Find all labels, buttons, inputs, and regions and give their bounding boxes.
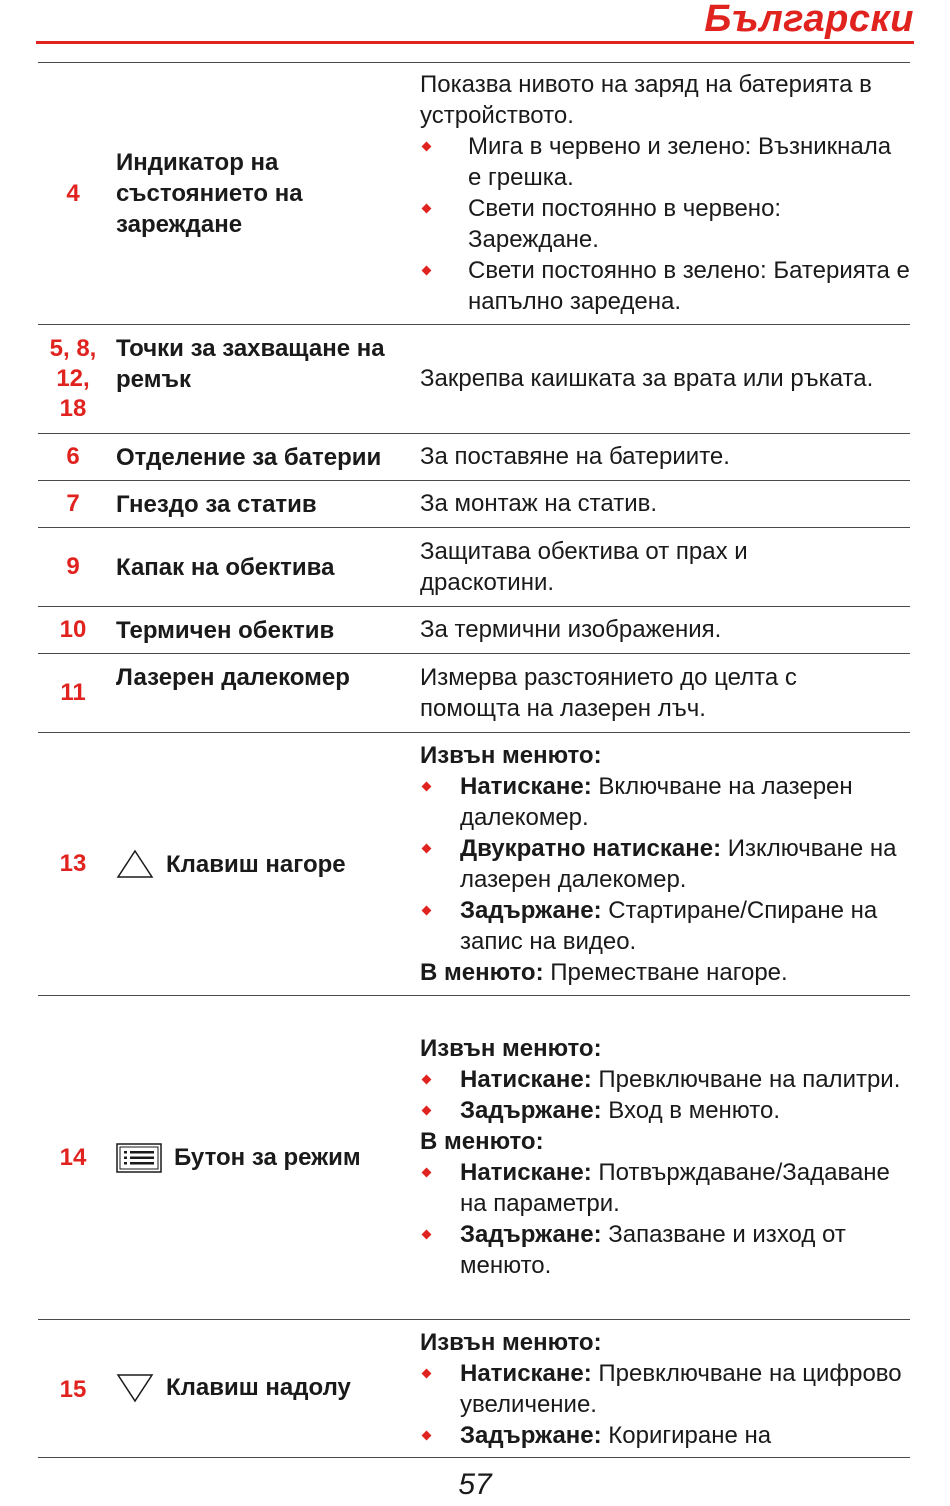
component-description: Закрепва каишката за врата или ръката. <box>420 365 874 392</box>
table-row <box>38 733 910 996</box>
row-number: 13 <box>59 850 87 877</box>
triangle-up-icon <box>116 849 154 879</box>
component-name: Точки за захващане на ремък <box>116 335 385 393</box>
header-rule <box>36 41 914 44</box>
table-row <box>38 1320 910 1458</box>
row-number: 14 <box>59 1143 87 1171</box>
component-description: Защитава обектива от прах и драскотини. <box>420 537 748 596</box>
bullet-list <box>420 1157 910 1281</box>
component-name: Клавиш нагоре <box>108 849 412 880</box>
component-name: Лазерен далекомер <box>116 664 350 691</box>
component-name: Индикатор на състоянието на зареждане <box>116 149 303 238</box>
list-item: Задържане: Стартиране/Спиране на запис на видео. <box>420 895 910 957</box>
row-number: 10 <box>59 616 87 643</box>
description-tail: В менюто: Преместване нагоре. <box>420 958 788 986</box>
list-item: Свети постоянно в зелено: Батерията е напълно заредена. <box>420 255 910 317</box>
component-description <box>412 733 910 996</box>
bullet-list <box>420 771 910 957</box>
list-item: Натискане: Превключване на цифрово увеличение. <box>420 1358 910 1420</box>
row-number: 9 <box>66 553 80 580</box>
component-description <box>412 62 910 325</box>
components-table <box>38 62 910 1458</box>
list-item: Натискане: Превключване на палитри. <box>420 1064 910 1095</box>
description-heading: Извън менюто: <box>420 1329 602 1356</box>
row-number: 6 <box>66 443 80 470</box>
description-heading: Извън менюто: <box>420 1035 602 1062</box>
table-row <box>38 481 910 528</box>
component-description: За монтаж на статив. <box>420 490 658 517</box>
description-heading: Извън менюто: <box>420 741 602 769</box>
component-name: Термичен обектив <box>116 616 335 644</box>
component-name: Отделение за батерии <box>116 443 382 471</box>
component-description: Измерва разстоянието до целта с помощта на лазерен лъч. <box>420 663 797 722</box>
list-item: Мига в червено и зелено: Възникнала е грешка. <box>420 131 910 193</box>
list-item: Двукратно натискане: Изключване на лазерен далекомер. <box>420 833 910 895</box>
component-name: Гнездо за статив <box>116 490 317 518</box>
component-description <box>412 1320 910 1459</box>
component-name: Клавиш надолу <box>108 1372 412 1403</box>
language-header: Български <box>704 0 914 40</box>
bullet-list <box>420 1358 910 1451</box>
description-heading: В менюто: <box>420 1128 544 1155</box>
row-number: 4 <box>66 179 80 207</box>
table-row <box>38 996 910 1320</box>
list-item: Задържане: Коригиране на <box>420 1420 910 1451</box>
page-number: 57 <box>458 1468 492 1501</box>
list-item: Натискане: Потвърждаване/Задаване на параметри. <box>420 1157 910 1219</box>
mode-menu-icon <box>116 1143 162 1173</box>
component-description: За поставяне на батериите. <box>420 443 730 470</box>
table-row <box>38 528 910 607</box>
component-description <box>412 1026 910 1289</box>
table-row <box>38 325 910 434</box>
table-row <box>38 607 910 654</box>
component-description: За термични изображения. <box>420 616 722 643</box>
table-row <box>38 434 910 481</box>
bullet-list <box>420 1064 910 1126</box>
component-name: Бутон за режим <box>108 1142 412 1173</box>
row-number: 5, 8, 12, 18 <box>49 335 97 422</box>
component-name: Капак на обектива <box>116 553 335 581</box>
row-number: 7 <box>66 490 80 517</box>
table-row <box>38 63 910 325</box>
triangle-down-icon <box>116 1373 154 1403</box>
list-item: Натискане: Включване на лазерен далекомер. <box>420 771 910 833</box>
bullet-list <box>420 131 910 317</box>
description-intro: Показва нивото на заряд на батерията в устройството. <box>420 71 872 129</box>
row-number: 15 <box>59 1376 87 1403</box>
list-item: Задържане: Запазване и изход от менюто. <box>420 1219 910 1281</box>
table-row <box>38 654 910 733</box>
list-item: Задържане: Вход в менюто. <box>420 1095 910 1126</box>
row-number: 11 <box>60 679 86 706</box>
list-item: Свети постоянно в червено: Зареждане. <box>420 193 910 255</box>
